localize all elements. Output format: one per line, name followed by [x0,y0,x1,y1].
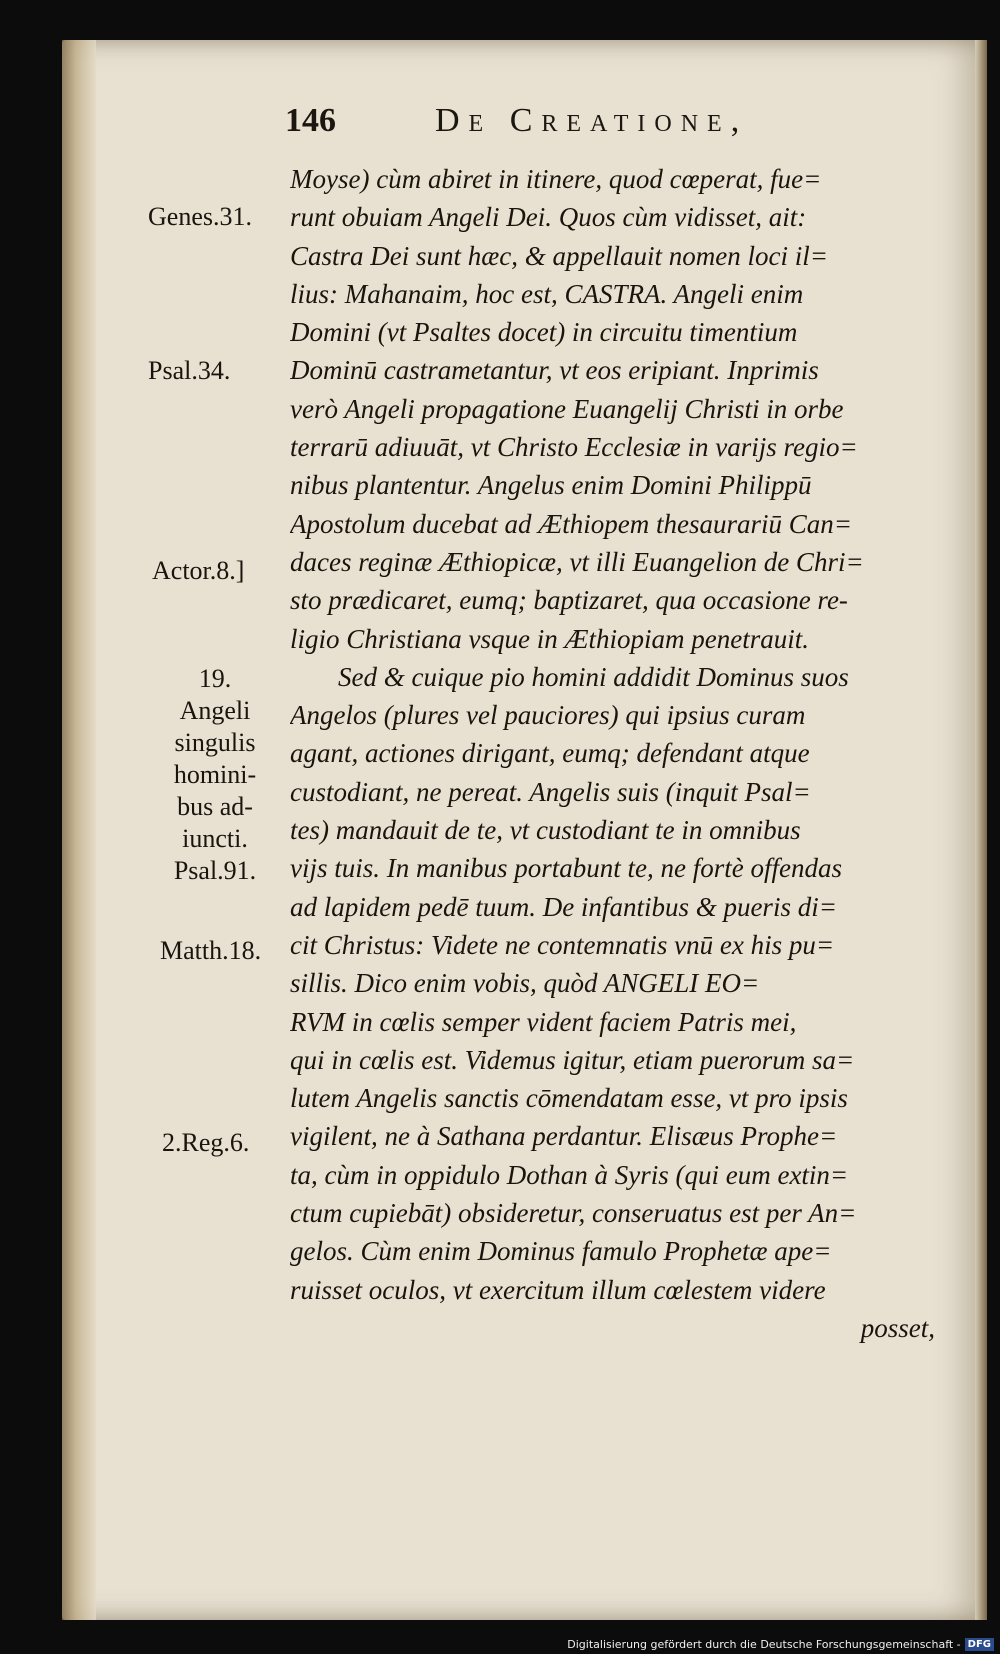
text-line: ta, cùm in oppidulo Dothan à Syris (qui eum extin= [290,1159,849,1190]
footer-text: Digitalisierung gefördert durch die Deutsche Forschungsgemeinschaft - [567,1638,961,1651]
text-line: Apostolum ducebat ad Æthiopem thesaurariū Can= [290,508,852,539]
page-header [285,102,945,152]
text-line: custodiant, ne pereat. Angelis suis (inquit Psal= [290,776,811,807]
dfg-logo: DFG [965,1638,994,1651]
text-line: lius: Mahanaim, hoc est, CASTRA. Angeli enim [290,278,804,309]
page-right-edge [975,40,987,1620]
digitization-footer [567,1638,994,1651]
margin-note-line: Angeli [179,696,251,725]
margin-note-psalm-34: Psal.34. [148,356,231,385]
body-text [290,160,950,1347]
text-line: Castra Dei sunt hæc, & appellauit nomen loci il= [290,240,828,271]
text-line: gelos. Cùm enim Dominus famulo Prophetæ ape= [290,1236,832,1267]
text-line: agant, actiones dirigant, eumq; defendant atque [290,738,810,769]
text-line: nibus plantentur. Angelus enim Domini Philippū [290,470,812,501]
page-number: 146 [285,102,336,139]
text-line: sillis. Dico enim vobis, quòd ANGELI EO= [290,968,760,999]
margin-note-line: singulis [174,728,256,757]
margin-note-matthew: Matth.18. [160,936,262,965]
text-line: ruisset oculos, vt exercitum illum cœlestem videre [290,1274,826,1305]
section-number: 19. [198,664,232,693]
margin-note-genesis: Genes.31. [148,202,252,231]
text-line: sto prædicaret, eumq; baptizaret, qua occasione re- [290,585,848,616]
text-line: RVM in cœlis semper vident faciem Patris mei, [290,1006,797,1037]
text-line: ctum cupiebāt) obsideretur, conseruatus est per An= [290,1198,857,1229]
margin-note-line: iuncti. [182,824,248,853]
text-line: verò Angeli propagatione Euangelij Christi in orbe [290,393,844,424]
margin-note-angels [150,663,280,887]
catchword: posset, [860,1312,935,1343]
text-line: runt obuiam Angeli Dei. Quos cùm vidisset, ait: [290,202,807,233]
text-line: Moyse) cùm abiret in itinere, quod cœperat, fue= [290,164,822,194]
text-line: Sed & cuique pio homini addidit Dominus suos [338,661,849,692]
text-line: Dominū castrametantur, vt eos eripiant. Inprimis [290,355,819,386]
text-line: tes) mandauit de te, vt custodiant te in omnibus [290,815,801,846]
text-line: Angelos (plures vel pauciores) qui ipsius curam [290,700,806,731]
text-line: Domini (vt Psaltes docet) in circuitu timentium [290,317,798,348]
text-line: lutem Angelis sanctis cōmendatam esse, vt pro ipsis [290,1083,848,1114]
margin-note-psalm-91: Psal.91. [173,856,257,885]
text-line: cit Christus: Videte ne contemnatis vnū ex his pu= [290,929,835,960]
text-line: terrarū adiuuāt, vt Christo Ecclesiæ in varijs regio= [290,432,858,463]
page-gutter-shadow [62,40,96,1620]
text-line: vigilent, ne à Sathana perdantur. Elisæus Prophe= [290,1121,838,1152]
margin-note-line: homini- [173,760,257,789]
text-line: ligio Christiana vsque in Æthiopiam penetrauit. [290,623,809,654]
text-line: ad lapidem pedē tuum. De infantibus & pueris di= [290,891,837,922]
text-line: qui in cœlis est. Videmus igitur, etiam puerorum sa= [290,1044,855,1075]
margin-note-kings: 2.Reg.6. [162,1128,250,1157]
margin-note-acts: Actor.8.] [152,556,245,585]
text-line: daces reginæ Æthiopicæ, vt illi Euangelion de Chri= [290,546,864,577]
margin-note-line: bus ad- [177,792,253,821]
text-line: vijs tuis. In manibus portabunt te, ne fortè offendas [290,853,842,884]
running-head: De Creatione, [435,102,749,139]
